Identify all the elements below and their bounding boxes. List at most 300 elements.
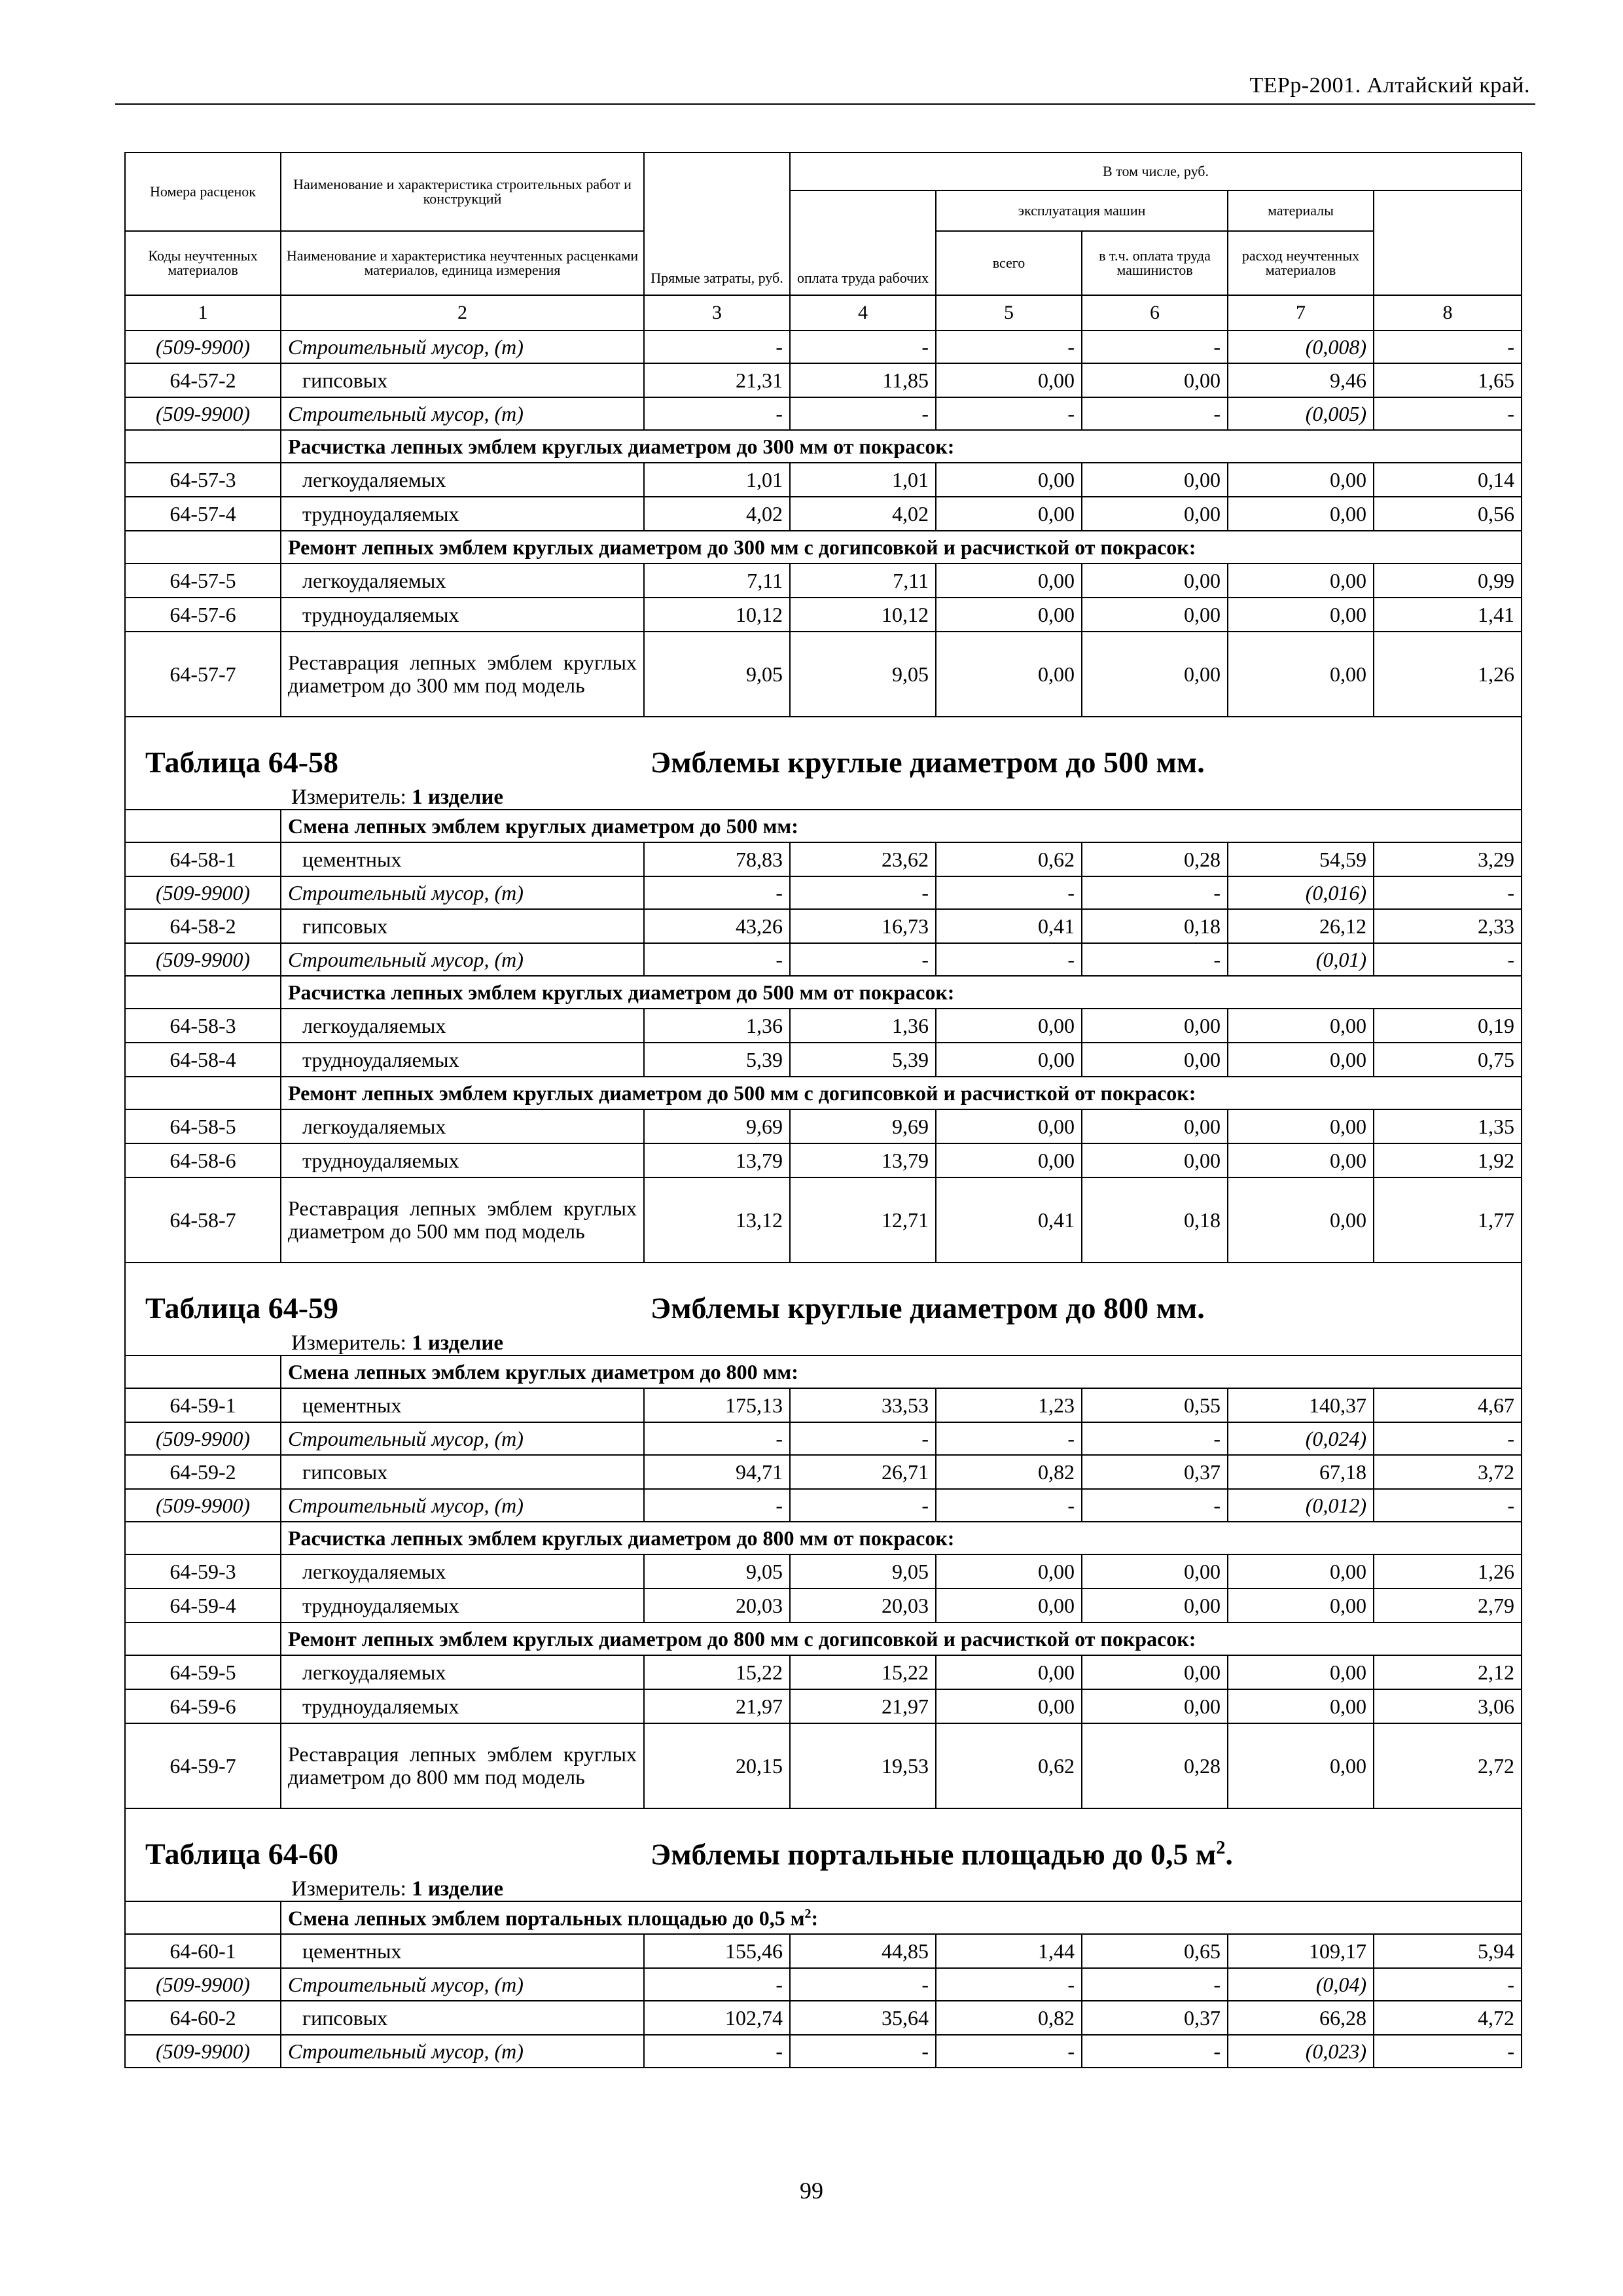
column-number: 4 [790, 295, 936, 331]
rate-name [281, 497, 644, 531]
machinists-pay: - [1082, 876, 1228, 909]
machines-total: - [936, 876, 1082, 909]
labor-hours: 0,19 [1374, 1009, 1522, 1043]
rate-row [125, 1554, 1522, 1588]
machinists-pay: - [1082, 331, 1228, 363]
rate-code: 64-58-4 [125, 1043, 281, 1077]
labor-hours: - [1374, 1968, 1522, 2001]
table-number: Таблица 64-59 [145, 1291, 339, 1325]
rate-name-text: цементных [302, 848, 402, 871]
rate-name [281, 632, 644, 717]
measurement-value: 1 изделие [412, 785, 504, 809]
superscript: 2 [804, 1906, 812, 1921]
machinists-pay: - [1082, 1422, 1228, 1455]
direct-costs: 1,36 [644, 1009, 790, 1043]
workers-pay: 12,71 [790, 1177, 936, 1263]
rate-code: 64-59-5 [125, 1655, 281, 1689]
machinists-pay: 0,37 [1082, 2001, 1228, 2035]
table-number: Таблица 64-60 [145, 1837, 339, 1871]
section-spacer [125, 1623, 281, 1655]
section-spacer [125, 531, 281, 564]
machinists-pay: 0,00 [1082, 1554, 1228, 1588]
section-heading-text: Смена лепных эмблем круглых диаметром до 500 мм: [288, 814, 798, 838]
workers-pay: 44,85 [790, 1934, 936, 1968]
rate-row [125, 909, 1522, 943]
table-title [651, 1839, 1233, 1869]
rate-name [281, 876, 644, 909]
rate-code: (509-9900) [125, 2035, 281, 2068]
machines-total: 0,62 [936, 842, 1082, 876]
machines-total: 0,00 [936, 463, 1082, 497]
direct-costs: 175,13 [644, 1388, 790, 1422]
table-title-text: Эмблемы круглые диаметром до 800 мм. [651, 1291, 1205, 1325]
rate-row [125, 1043, 1522, 1077]
direct-costs: 20,15 [644, 1723, 790, 1808]
direct-costs: 5,39 [644, 1043, 790, 1077]
rate-row [125, 842, 1522, 876]
rate-name-text: трудноудаляемых [302, 1695, 459, 1718]
rate-row [125, 1588, 1522, 1623]
rate-name [281, 1143, 644, 1177]
materials-cost: 140,37 [1228, 1388, 1374, 1422]
machinists-pay: 0,00 [1082, 363, 1228, 397]
rate-name-text: легкоудаляемых [302, 569, 446, 592]
rate-code: 64-58-3 [125, 1009, 281, 1043]
unaccounted-material-row [125, 397, 1522, 430]
direct-costs: 21,97 [644, 1689, 790, 1723]
labor-hours: 1,92 [1374, 1143, 1522, 1177]
rate-code: (509-9900) [125, 876, 281, 909]
section-heading-text: Смена лепных эмблем круглых диаметром до 800 мм: [288, 1360, 798, 1384]
section-heading [281, 1077, 1522, 1109]
header-rule [115, 103, 1535, 105]
rate-row [125, 598, 1522, 632]
rate-name-text: Строительный мусор, (т) [288, 335, 524, 359]
rate-code: 64-59-6 [125, 1689, 281, 1723]
workers-pay: 5,39 [790, 1043, 936, 1077]
rate-row [125, 1723, 1522, 1808]
materials-cost: 0,00 [1228, 564, 1374, 598]
machinists-pay: - [1082, 1968, 1228, 2001]
direct-costs: 9,05 [644, 1554, 790, 1588]
materials-cost: 0,00 [1228, 598, 1374, 632]
rate-code: (509-9900) [125, 1968, 281, 2001]
unaccounted-material-row [125, 331, 1522, 363]
rate-row [125, 1655, 1522, 1689]
workers-pay: - [790, 1422, 936, 1455]
labor-hours: 1,26 [1374, 632, 1522, 717]
direct-costs: 43,26 [644, 909, 790, 943]
measurement-value: 1 изделие [412, 1877, 504, 1901]
table-title-text: Эмблемы портальные площадью до 0,5 м [651, 1837, 1217, 1871]
direct-costs: - [644, 1489, 790, 1522]
measurement-label: Измеритель: [291, 1877, 406, 1901]
labor-hours: - [1374, 876, 1522, 909]
labor-hours: 4,72 [1374, 2001, 1522, 2035]
rate-name-text: легкоудаляемых [302, 1014, 446, 1037]
rate-name [281, 331, 644, 363]
workers-pay: - [790, 1489, 936, 1522]
direct-costs: 7,11 [644, 564, 790, 598]
rate-code: 64-57-7 [125, 632, 281, 717]
labor-hours: - [1374, 397, 1522, 430]
rate-name [281, 1422, 644, 1455]
column-number: 3 [644, 295, 790, 331]
direct-costs: 155,46 [644, 1934, 790, 1968]
rate-row [125, 1109, 1522, 1143]
labor-hours: - [1374, 2035, 1522, 2068]
materials-cost: 0,00 [1228, 1177, 1374, 1263]
section-heading [281, 1901, 1522, 1934]
materials-cost: (0,024) [1228, 1422, 1374, 1455]
materials-cost: (0,023) [1228, 2035, 1374, 2068]
section-heading-end: : [811, 1906, 819, 1930]
column-number: 8 [1374, 295, 1522, 331]
rate-name [281, 2035, 644, 2068]
direct-costs: 20,03 [644, 1588, 790, 1623]
rate-name [281, 1455, 644, 1489]
rate-code: (509-9900) [125, 331, 281, 363]
machinists-pay: - [1082, 1489, 1228, 1522]
header-unaccounted-materials: расход неучтенных материалов [1228, 231, 1374, 295]
machinists-pay: 0,28 [1082, 842, 1228, 876]
materials-cost: 0,00 [1228, 1723, 1374, 1808]
labor-hours: 2,12 [1374, 1655, 1522, 1689]
unaccounted-material-row [125, 1968, 1522, 2001]
materials-cost: 0,00 [1228, 1009, 1374, 1043]
rate-row [125, 564, 1522, 598]
table-number: Таблица 64-58 [145, 745, 339, 779]
materials-cost: 66,28 [1228, 2001, 1374, 2035]
workers-pay: - [790, 331, 936, 363]
rate-name [281, 363, 644, 397]
section-row [125, 1623, 1522, 1655]
materials-cost: 9,46 [1228, 363, 1374, 397]
header-name: Наименование и характеристика строительных работ и конструкций [281, 152, 644, 231]
rate-name [281, 1968, 644, 2001]
running-header: ТЕРр-2001. Алтайский край. [1249, 73, 1530, 98]
rate-code: 64-58-1 [125, 842, 281, 876]
rate-code: 64-58-5 [125, 1109, 281, 1143]
header-machines-total: всего [936, 231, 1082, 295]
header-codes: Номера расценок [125, 152, 281, 231]
workers-pay: 20,03 [790, 1588, 936, 1623]
workers-pay: 1,01 [790, 463, 936, 497]
rate-name-text: трудноудаляемых [302, 1048, 459, 1071]
labor-hours: 1,35 [1374, 1109, 1522, 1143]
labor-hours: - [1374, 1422, 1522, 1455]
rate-name-text: гипсовых [302, 1460, 388, 1484]
machinists-pay: 0,00 [1082, 632, 1228, 717]
workers-pay: 9,69 [790, 1109, 936, 1143]
rate-name [281, 943, 644, 976]
table-title-cell [125, 717, 1522, 810]
rate-name-text: цементных [302, 1393, 402, 1417]
section-row [125, 976, 1522, 1009]
rate-name-text: легкоудаляемых [302, 1560, 446, 1583]
machinists-pay: 0,28 [1082, 1723, 1228, 1808]
machines-total: 0,00 [936, 1554, 1082, 1588]
machines-total: - [936, 2035, 1082, 2068]
direct-costs: - [644, 331, 790, 363]
materials-cost: 0,00 [1228, 1588, 1374, 1623]
materials-cost: 0,00 [1228, 497, 1374, 531]
rate-code: 64-57-2 [125, 363, 281, 397]
rate-name [281, 1689, 644, 1723]
rate-name [281, 1043, 644, 1077]
section-spacer [125, 1077, 281, 1109]
rate-code: 64-57-5 [125, 564, 281, 598]
rate-row [125, 363, 1522, 397]
rate-row [125, 1009, 1522, 1043]
labor-hours: 1,77 [1374, 1177, 1522, 1263]
machines-total: 0,00 [936, 1689, 1082, 1723]
workers-pay: 16,73 [790, 909, 936, 943]
section-heading-text: Расчистка лепных эмблем круглых диаметром до 500 мм от покрасок: [288, 980, 955, 1004]
unaccounted-material-row [125, 876, 1522, 909]
machines-total: - [936, 1422, 1082, 1455]
rate-name-text: Строительный мусор, (т) [288, 1427, 524, 1450]
rate-name [281, 1723, 644, 1808]
rate-code: (509-9900) [125, 1489, 281, 1522]
materials-cost: 0,00 [1228, 463, 1374, 497]
workers-pay: - [790, 397, 936, 430]
direct-costs: - [644, 397, 790, 430]
rate-name-text: Реставрация лепных эмблем круглых диаметром до 500 мм под модель [288, 1196, 637, 1243]
measurement-value: 1 изделие [412, 1331, 504, 1355]
labor-hours: 5,94 [1374, 1934, 1522, 1968]
rate-name [281, 1177, 644, 1263]
labor-hours: 0,14 [1374, 463, 1522, 497]
machines-total: 1,44 [936, 1934, 1082, 1968]
section-row [125, 810, 1522, 842]
materials-cost: (0,016) [1228, 876, 1374, 909]
machines-total: 0,00 [936, 564, 1082, 598]
direct-costs: 10,12 [644, 598, 790, 632]
direct-costs: 102,74 [644, 2001, 790, 2035]
measurement-label: Измеритель: [291, 785, 406, 809]
rate-name [281, 564, 644, 598]
materials-cost: 0,00 [1228, 1554, 1374, 1588]
rate-name [281, 1655, 644, 1689]
rate-name-text: Реставрация лепных эмблем круглых диаметром до 800 мм под модель [288, 1742, 637, 1789]
section-row [125, 430, 1522, 463]
rate-name-text: легкоудаляемых [302, 468, 446, 492]
workers-pay: 4,02 [790, 497, 936, 531]
rate-name-text: легкоудаляемых [302, 1660, 446, 1684]
machines-total: 0,00 [936, 1655, 1082, 1689]
machinists-pay: 0,00 [1082, 463, 1228, 497]
labor-hours: 3,29 [1374, 842, 1522, 876]
table-title-cell [125, 1263, 1522, 1355]
rate-name-text: гипсовых [302, 914, 388, 938]
superscript: 2 [1216, 1838, 1226, 1858]
machinists-pay: - [1082, 2035, 1228, 2068]
direct-costs: 13,79 [644, 1143, 790, 1177]
section-spacer [125, 1355, 281, 1388]
machinists-pay: 0,00 [1082, 1043, 1228, 1077]
direct-costs: 15,22 [644, 1655, 790, 1689]
workers-pay: - [790, 2035, 936, 2068]
rate-name-text: Строительный мусор, (т) [288, 948, 524, 971]
rate-row [125, 1388, 1522, 1422]
rate-code: 64-57-3 [125, 463, 281, 497]
direct-costs: 9,69 [644, 1109, 790, 1143]
direct-costs: - [644, 1968, 790, 2001]
rate-name-text: гипсовых [302, 2006, 388, 2030]
labor-hours: - [1374, 943, 1522, 976]
labor-hours: 0,99 [1374, 564, 1522, 598]
rate-row [125, 1455, 1522, 1489]
workers-pay: 1,36 [790, 1009, 936, 1043]
section-heading [281, 976, 1522, 1009]
header-direct-costs: Прямые затраты, руб. [644, 152, 790, 295]
rate-code: (509-9900) [125, 1422, 281, 1455]
materials-cost: 0,00 [1228, 632, 1374, 717]
rate-row [125, 1689, 1522, 1723]
machinists-pay: 0,00 [1082, 1689, 1228, 1723]
section-heading-text: Расчистка лепных эмблем круглых диаметром до 300 мм от покрасок: [288, 435, 955, 458]
table-title-row [125, 1808, 1522, 1901]
unaccounted-material-row [125, 1422, 1522, 1455]
header-incl: В том числе, руб. [790, 152, 1522, 190]
rate-name-text: Строительный мусор, (т) [288, 2039, 524, 2063]
workers-pay: 11,85 [790, 363, 936, 397]
rate-name-text: трудноудаляемых [302, 502, 459, 526]
machines-total: 0,62 [936, 1723, 1082, 1808]
section-heading [281, 1623, 1522, 1655]
section-heading-text: Смена лепных эмблем портальных площадью до 0,5 м [288, 1906, 805, 1930]
machines-total: 0,82 [936, 1455, 1082, 1489]
workers-pay: 19,53 [790, 1723, 936, 1808]
rate-code: 64-57-4 [125, 497, 281, 531]
rate-name [281, 1588, 644, 1623]
direct-costs: - [644, 876, 790, 909]
header-machinists-pay: в т.ч. оплата труда машинистов [1082, 231, 1228, 295]
machines-total: 0,00 [936, 363, 1082, 397]
header-materials: материалы [1228, 190, 1374, 231]
materials-cost: 0,00 [1228, 1655, 1374, 1689]
rate-code: 64-59-3 [125, 1554, 281, 1588]
rate-name-text: Строительный мусор, (т) [288, 881, 524, 905]
column-number: 2 [281, 295, 644, 331]
section-heading [281, 810, 1522, 842]
materials-cost: (0,012) [1228, 1489, 1374, 1522]
section-spacer [125, 1901, 281, 1934]
machines-total: 0,00 [936, 1143, 1082, 1177]
unaccounted-material-row [125, 1489, 1522, 1522]
workers-pay: 9,05 [790, 632, 936, 717]
rate-name-text: трудноудаляемых [302, 1594, 459, 1617]
machines-total: - [936, 1489, 1082, 1522]
materials-cost: (0,01) [1228, 943, 1374, 976]
rate-row [125, 1143, 1522, 1177]
direct-costs: 13,12 [644, 1177, 790, 1263]
section-row [125, 1077, 1522, 1109]
materials-cost: (0,008) [1228, 331, 1374, 363]
materials-cost: 109,17 [1228, 1934, 1374, 1968]
rate-code: (509-9900) [125, 943, 281, 976]
unaccounted-material-row [125, 943, 1522, 976]
section-spacer [125, 976, 281, 1009]
materials-cost: 54,59 [1228, 842, 1374, 876]
materials-cost: 26,12 [1228, 909, 1374, 943]
rate-code: 64-57-6 [125, 598, 281, 632]
workers-pay: 21,97 [790, 1689, 936, 1723]
unaccounted-material-row [125, 2035, 1522, 2068]
table-title-row [125, 1263, 1522, 1355]
rate-name [281, 598, 644, 632]
workers-pay: 9,05 [790, 1554, 936, 1588]
section-spacer [125, 1522, 281, 1554]
direct-costs: - [644, 1422, 790, 1455]
rate-code: 64-59-2 [125, 1455, 281, 1489]
direct-costs: - [644, 2035, 790, 2068]
machines-total: - [936, 1968, 1082, 2001]
rate-name-text: гипсовых [302, 368, 388, 392]
direct-costs: 1,01 [644, 463, 790, 497]
labor-hours: 1,26 [1374, 1554, 1522, 1588]
labor-hours: 2,72 [1374, 1723, 1522, 1808]
labor-hours: - [1374, 331, 1522, 363]
workers-pay: - [790, 1968, 936, 2001]
rate-name-text: Строительный мусор, (т) [288, 1973, 524, 1996]
machines-total: 0,41 [936, 909, 1082, 943]
section-heading-text: Ремонт лепных эмблем круглых диаметром до 800 мм с догипсовкой и расчисткой от покрасок: [288, 1627, 1196, 1651]
materials-cost: (0,005) [1228, 397, 1374, 430]
machines-total: - [936, 943, 1082, 976]
materials-cost: 0,00 [1228, 1043, 1374, 1077]
labor-hours: 0,75 [1374, 1043, 1522, 1077]
rate-name-text: Строительный мусор, (т) [288, 402, 524, 425]
labor-hours: 0,56 [1374, 497, 1522, 531]
section-heading [281, 531, 1522, 564]
rate-code: 64-58-2 [125, 909, 281, 943]
labor-hours: 2,33 [1374, 909, 1522, 943]
header-codes-unaccounted: Коды неучтенных материалов [125, 231, 281, 295]
rate-code: 64-59-7 [125, 1723, 281, 1808]
header-machines: эксплуатация машин [936, 190, 1228, 231]
workers-pay: 7,11 [790, 564, 936, 598]
section-heading [281, 1522, 1522, 1554]
machines-total: 0,00 [936, 598, 1082, 632]
table-title-text: Эмблемы круглые диаметром до 500 мм. [651, 745, 1205, 779]
rate-name [281, 1109, 644, 1143]
column-number: 1 [125, 295, 281, 331]
rate-code: 64-60-1 [125, 1934, 281, 1968]
rate-code: 64-60-2 [125, 2001, 281, 2035]
rate-name [281, 1554, 644, 1588]
section-heading-text: Ремонт лепных эмблем круглых диаметром до 300 мм с догипсовкой и расчисткой от покрасок: [288, 535, 1196, 559]
rate-row [125, 1934, 1522, 1968]
table-title-end: . [1225, 1837, 1233, 1871]
table-title [651, 747, 1205, 778]
section-spacer [125, 810, 281, 842]
header-workers-pay: оплата труда рабочих [790, 190, 936, 295]
header-name-unaccounted: Наименование и характеристика неучтенных расценками материалов, единица измерения [281, 231, 644, 295]
table-title-cell [125, 1808, 1522, 1901]
rate-name-text: трудноудаляемых [302, 1149, 459, 1172]
machines-total: 0,00 [936, 1009, 1082, 1043]
rate-name [281, 1489, 644, 1522]
materials-cost: 67,18 [1228, 1455, 1374, 1489]
machines-total: 0,00 [936, 1043, 1082, 1077]
machinists-pay: 0,00 [1082, 497, 1228, 531]
table-title-row [125, 717, 1522, 810]
workers-pay: - [790, 876, 936, 909]
section-heading [281, 430, 1522, 463]
machines-total: 0,00 [936, 1588, 1082, 1623]
